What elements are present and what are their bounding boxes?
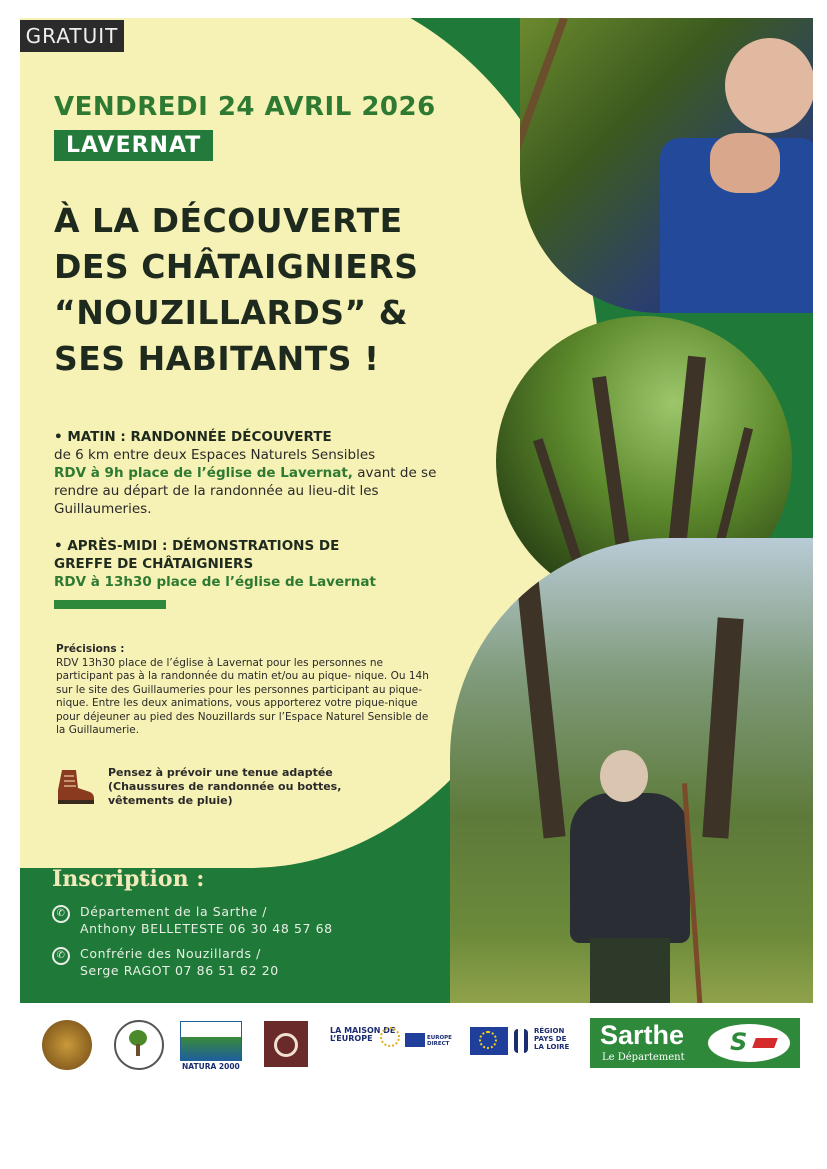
tree-logo bbox=[114, 1020, 164, 1070]
contact-person: Serge RAGOT 07 86 51 62 20 bbox=[80, 963, 279, 978]
contact-org: Confrérie des Nouzillards / bbox=[80, 946, 261, 961]
morning-details: avant de se rendre au départ de la randonnée au lieu-dit les Guillaumeries. bbox=[54, 465, 437, 517]
sarthe-subtitle: Le Département bbox=[602, 1052, 685, 1063]
photo-walker-body bbox=[570, 793, 690, 943]
title-line: “NOUZILLARDS” & bbox=[54, 293, 408, 332]
photo-face bbox=[725, 38, 813, 133]
afternoon-heading: • APRÈS-MIDI : DÉMONSTRATIONS DE GREFFE DE CHÂTAIGNIERS bbox=[54, 538, 340, 572]
title-line: SES HABITANTS ! bbox=[54, 339, 380, 378]
contact-departement bbox=[52, 903, 372, 937]
sarthe-emblem: S bbox=[708, 1024, 790, 1062]
morning-rdv: RDV à 9h place de l’église de Lavernat, bbox=[54, 465, 353, 481]
europe-direct-logo bbox=[405, 1033, 455, 1055]
region-logo bbox=[514, 1025, 574, 1059]
photo-branch bbox=[520, 18, 568, 254]
afternoon-program bbox=[54, 537, 384, 591]
sarthe-name: Sarthe bbox=[600, 1020, 685, 1050]
sarthe-logo bbox=[590, 1018, 800, 1068]
photo-walker-legs bbox=[590, 938, 670, 1003]
boot-icon bbox=[54, 768, 96, 806]
natura-label: NATURA 2000 bbox=[182, 1062, 240, 1071]
precisions-block bbox=[56, 643, 436, 738]
morning-program bbox=[54, 428, 474, 518]
event-title bbox=[54, 198, 418, 382]
free-badge: GRATUIT bbox=[20, 20, 124, 52]
precisions-title: Précisions : bbox=[56, 643, 125, 655]
maison-europe-logo bbox=[330, 1027, 400, 1063]
morning-heading: • MATIN : RANDONNÉE DÉCOUVERTE bbox=[54, 429, 332, 445]
event-location: LAVERNAT bbox=[54, 130, 213, 161]
phone-icon: ✆ bbox=[52, 947, 70, 965]
event-date: VENDREDI 24 AVRIL 2026 bbox=[54, 92, 436, 122]
green-divider bbox=[54, 600, 166, 609]
title-line: À LA DÉCOUVERTE bbox=[54, 201, 403, 240]
contact-confrerie bbox=[52, 945, 372, 979]
heritage-logo bbox=[264, 1021, 308, 1067]
title-line: DES CHÂTAIGNIERS bbox=[54, 247, 419, 286]
photo-walker-head bbox=[600, 750, 648, 802]
contact-org: Département de la Sarthe / bbox=[80, 904, 268, 919]
inscription-title: Inscription : bbox=[52, 866, 205, 892]
region-label: RÉGION PAYS DE LA LOIRE bbox=[534, 1027, 570, 1051]
maison-europe-label: LA MAISON DE L’EUROPE bbox=[330, 1026, 396, 1043]
morning-description: de 6 km entre deux Espaces Naturels Sensibles bbox=[54, 447, 376, 463]
phone-icon: ✆ bbox=[52, 905, 70, 923]
europe-direct-label: EUROPE DIRECT bbox=[427, 1035, 452, 1047]
confrerie-logo bbox=[42, 1020, 92, 1070]
afternoon-rdv: RDV à 13h30 place de l’église de Lavernat bbox=[54, 574, 376, 590]
precisions-text: RDV 13h30 place de l’église à Lavernat pour les personnes ne participant pas à la randonnée du matin et/ou au pique- nique. Ou 14h sur le site des Guillaumeries pour les personnes participant au pique-nique. Entre les deux animations, vous apporterez votre pique-nique pour déjeuner au pied des Nouzillards sur l’Espace Naturel Sensible de la Guillaumerie. bbox=[56, 656, 429, 736]
contact-person: Anthony BELLETESTE 06 30 48 57 68 bbox=[80, 921, 333, 936]
outfit-advice: Pensez à prévoir une tenue adaptée (Chaussures de randonnée ou bottes, vêtements de pluie) bbox=[108, 766, 342, 807]
photo-hand bbox=[710, 133, 780, 193]
natura-2000-logo bbox=[180, 1021, 242, 1073]
photo-grafter bbox=[520, 18, 813, 313]
eu-flag-logo bbox=[470, 1027, 508, 1055]
